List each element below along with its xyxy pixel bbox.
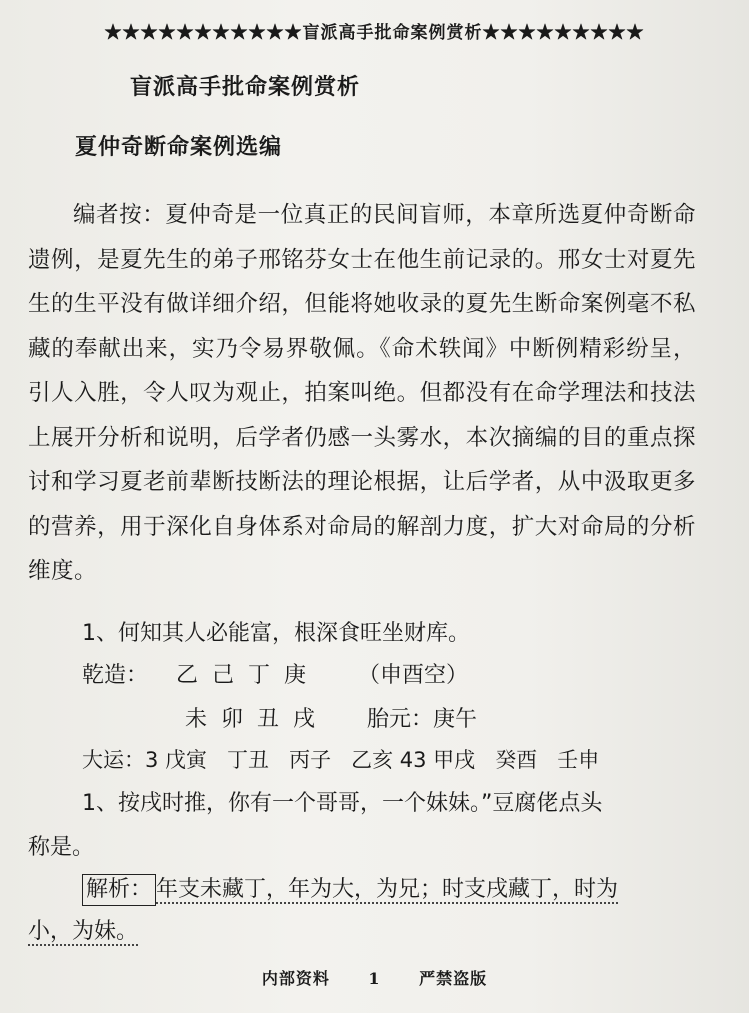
page-footer [0,966,749,989]
page-number: 1 [368,969,381,988]
case-heading: 1、何知其人必能富，根深食旺坐财库。 [82,621,470,646]
statement-line-1: 1、按戌时推，你有一个哥哥，一个妹妹。”豆腐佬点头 [82,791,603,816]
analysis-text-1: 年支未藏丁，年为大，为兄；时支戌藏丁，时为 [156,877,619,902]
earthly-branches: 未 卯 丑 戌 [185,707,315,732]
footer-copyright: 严禁盗版 [419,969,488,988]
heavenly-stems: 乙 己 丁 庚 [176,663,306,688]
section-title: 夏仲奇断命案例选编 [75,134,283,160]
analysis-label: 解析： [82,874,156,906]
void-note: （申酉空） [357,663,468,688]
dayun-row: 大运：3 戊寅 丁丑 丙子 乙亥 43 甲戌 癸酉 壬申 [82,748,600,772]
running-header: ★★★★★★★★★★★盲派高手批命案例赏析★★★★★★★★★ [104,23,645,43]
chart-branches-row [82,702,477,733]
statement-line-2: 称是。 [28,835,95,860]
stems-label: 乾造： [82,663,149,688]
analysis-line-2 [28,914,138,945]
editor-note: 编者按：夏仲奇是一位真正的民间盲师，本章所选夏仲奇断命遗例，是夏先生的弟子邢铭芬女士在他生前记录的。邢女士对夏先生的生平没有做详细介绍，但能将她收录的夏先生断命案例毫不私藏的奉献出来，实乃令易界敬佩。《命术轶闻》中断例精彩纷呈，引人入胜，令人叹为观止，拍案叫绝。但都没有在命学理法和技法上展开分析和说明，后学者仍感一头雾水，本次摘编的目的重点探讨和学习夏老前辈断技断法的理论根据，让后学者，从中汲取更多的营养，用于深化自身体系对命局的解剖力度，扩大对命局的分析维度。 [28,202,696,584]
footer-internal: 内部资料 [261,969,330,988]
chart-stems-row [82,658,468,689]
analysis-text-2: 小，为妹。 [28,919,139,944]
page-title: 盲派高手批命案例赏析 [130,74,361,100]
taiyuan: 胎元：庚午 [366,707,477,732]
analysis-line-1 [82,872,618,906]
